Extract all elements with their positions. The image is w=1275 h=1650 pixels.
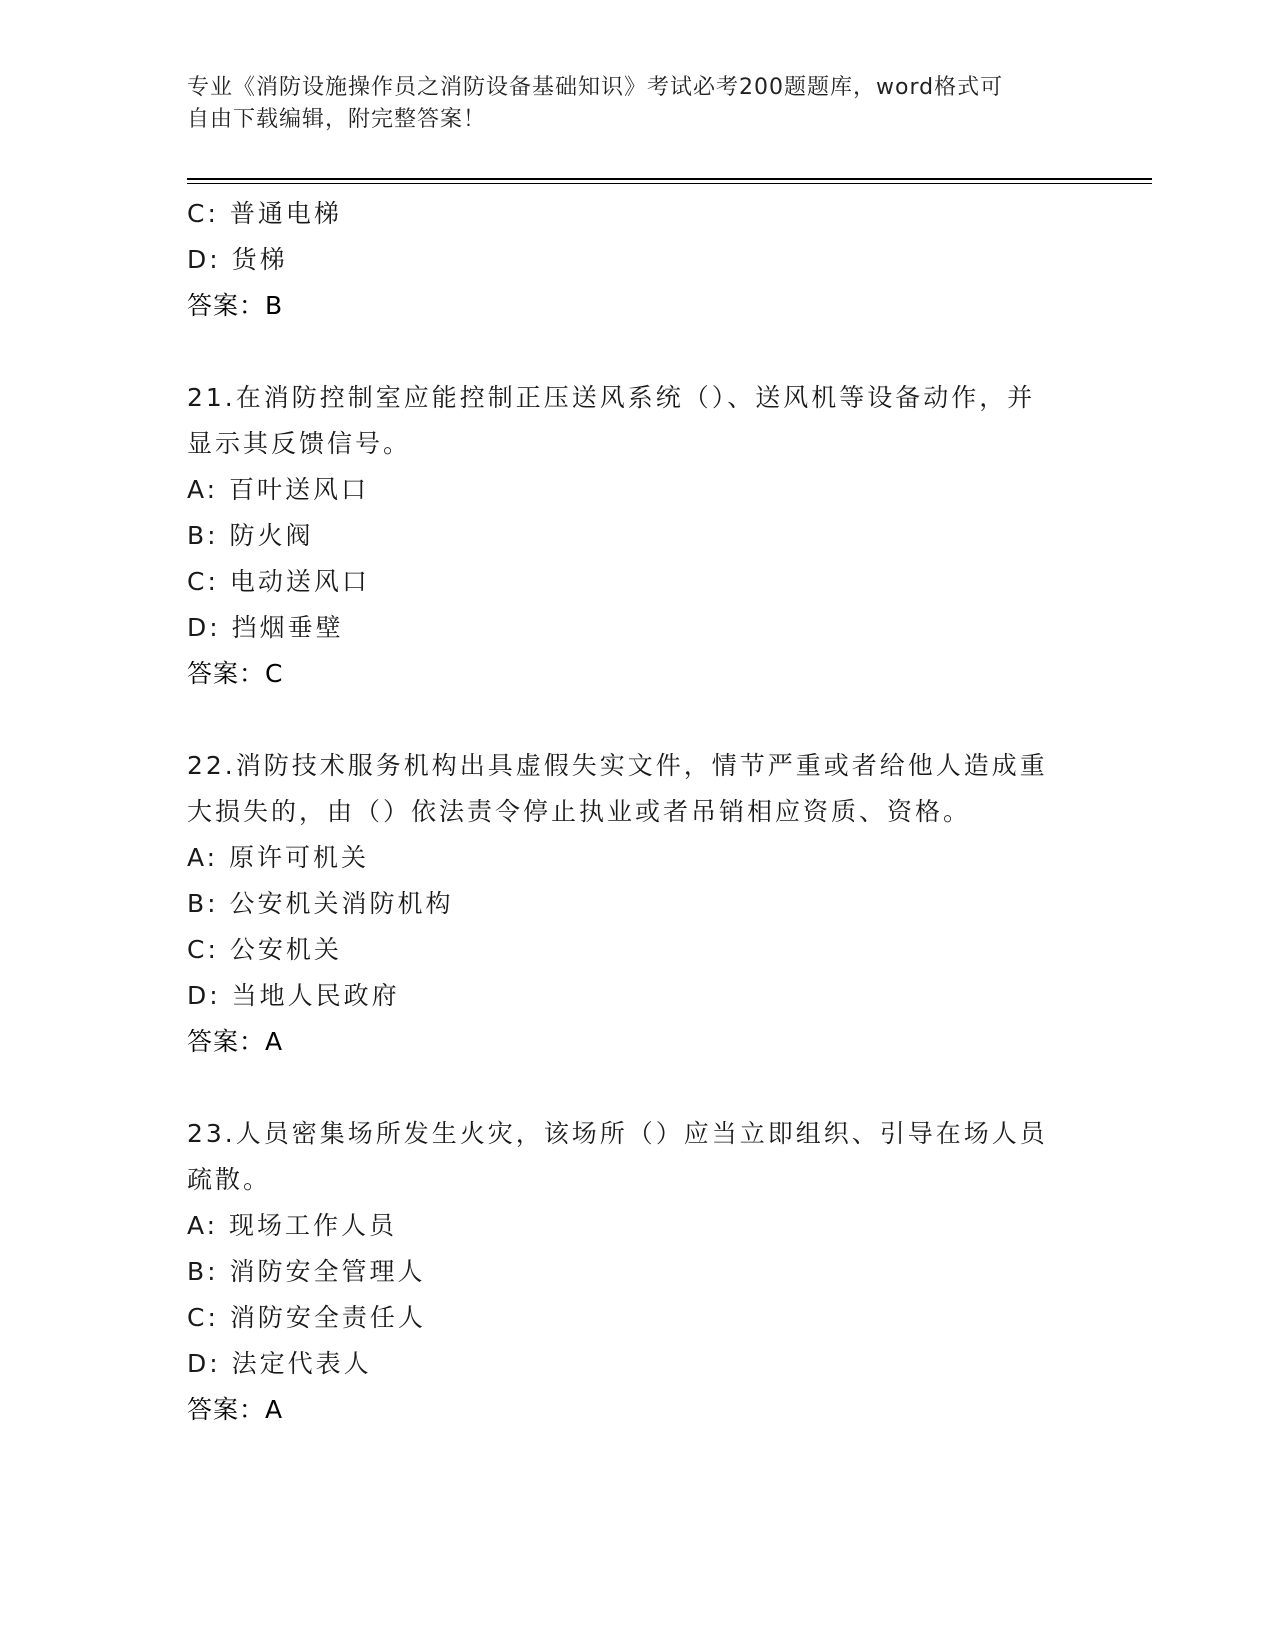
option-c: C: 普通电梯: [187, 199, 342, 228]
question-block-21: [187, 375, 1087, 697]
option-d: D: 货梯: [187, 245, 288, 274]
option-c: C: 消防安全责任人: [187, 1303, 426, 1332]
option-d: D: 当地人民政府: [187, 981, 400, 1010]
header-line-1: 专业《消防设施操作员之消防设备基础知识》考试必考200题题库，word格式可: [187, 75, 1004, 100]
option-b: B: 防火阀: [187, 521, 314, 550]
answer-line: 答案：C: [187, 659, 284, 688]
question-stem-line-1: 21.在消防控制室应能控制正压送风系统（）、送风机等设备动作，并: [187, 383, 1036, 412]
question-block-22: [187, 743, 1087, 1065]
option-c: C: 公安机关: [187, 935, 342, 964]
document-body: [187, 191, 1087, 1433]
question-stem-line-1: 22.消防技术服务机构出具虚假失实文件，情节严重或者给他人造成重: [187, 751, 1048, 780]
header-divider: [187, 178, 1152, 180]
answer-line: 答案：A: [187, 1027, 284, 1056]
document-header: [187, 72, 1087, 136]
option-a: A: 原许可机关: [187, 843, 370, 872]
option-b: B: 公安机关消防机构: [187, 889, 454, 918]
question-stem-line-2: 显示其反馈信号。: [187, 429, 412, 458]
option-b: B: 消防安全管理人: [187, 1257, 426, 1286]
question-block-20: [187, 191, 1087, 329]
header-divider-thin: [187, 183, 1152, 184]
option-c: C: 电动送风口: [187, 567, 370, 596]
question-stem-line-2: 疏散。: [187, 1165, 272, 1194]
header-line-2: 自由下载编辑，附完整答案！: [187, 107, 487, 132]
question-block-23: [187, 1111, 1087, 1433]
question-stem-line-1: 23.人员密集场所发生火灾，该场所（）应当立即组织、引导在场人员: [187, 1119, 1048, 1148]
option-a: A: 现场工作人员: [187, 1211, 398, 1240]
option-d: D: 法定代表人: [187, 1349, 372, 1378]
answer-line: 答案：B: [187, 291, 284, 320]
answer-line: 答案：A: [187, 1395, 284, 1424]
option-a: A: 百叶送风口: [187, 475, 370, 504]
question-stem-line-2: 大损失的，由（）依法责令停止执业或者吊销相应资质、资格。: [187, 797, 972, 826]
option-d: D: 挡烟垂壁: [187, 613, 344, 642]
